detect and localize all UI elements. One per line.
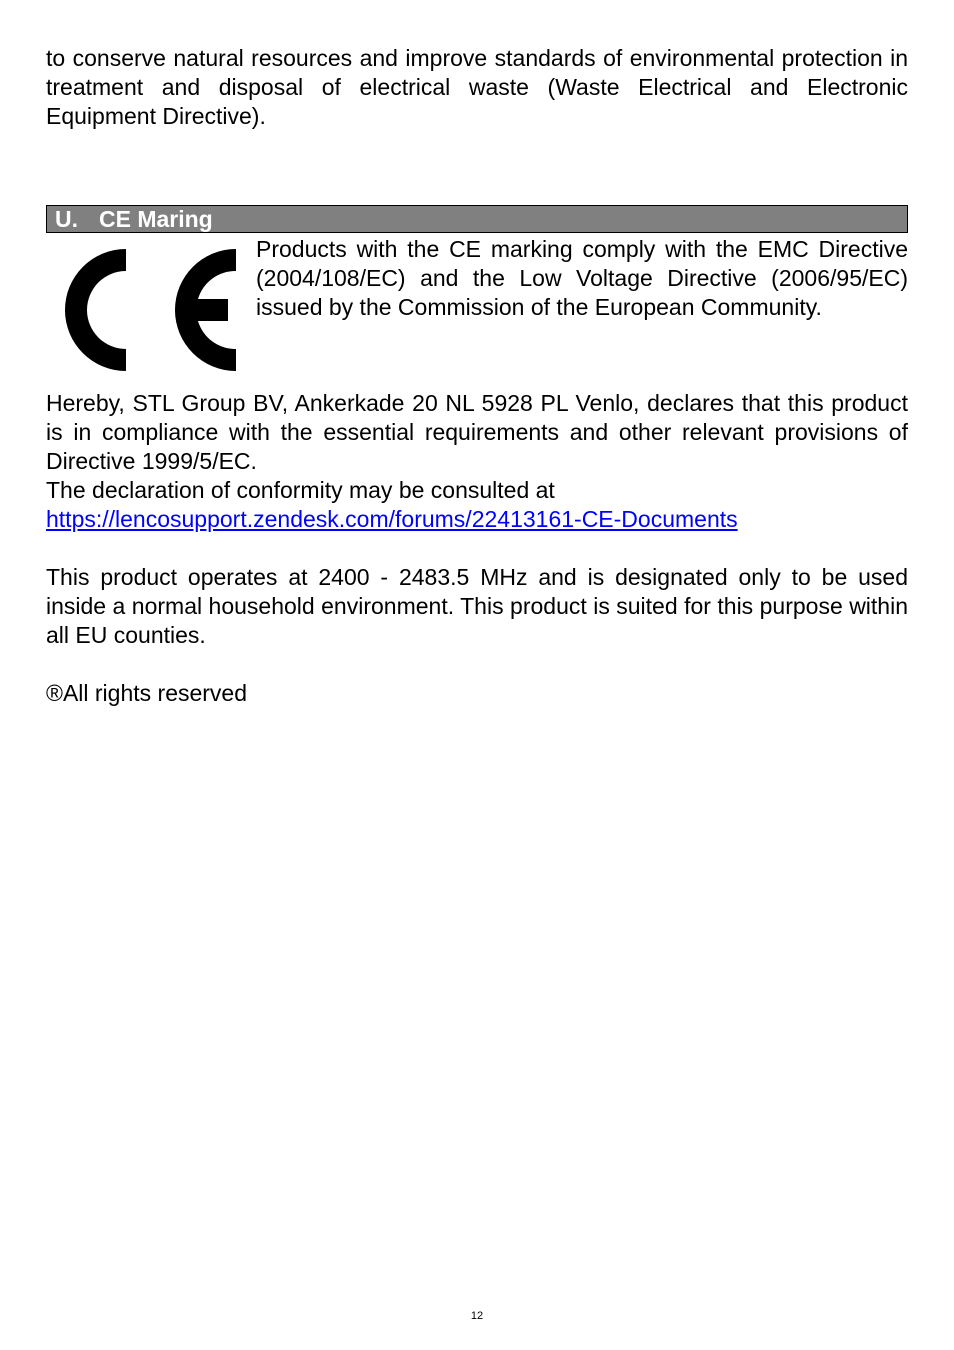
ce-paragraph: Products with the CE marking comply with the EMC Directive (2004/108/EC) and the Low Voltage Directive (2006/95/EC) issued by the Commission of the European Community. — [256, 236, 908, 320]
spacer — [46, 534, 908, 563]
section-title: CE Maring — [99, 205, 213, 232]
rights-reserved: ®All rights reserved — [46, 680, 248, 706]
declaration-paragraph: Hereby, STL Group BV, Ankerkade 20 NL 5928 PL Venlo, declares that this product is in compliance with the essential requirements and other relevant provisions of Directive 1999/5/EC. — [46, 390, 908, 474]
spacer — [46, 650, 908, 679]
intro-paragraph: to conserve natural resources and improve standards of environmental protection in treatment and disposal of electrical waste (Waste Electrical and Electronic Equipment Directive). — [46, 45, 908, 129]
ce-mark-icon — [56, 245, 252, 375]
consult-line: The declaration of conformity may be consulted at — [46, 477, 555, 503]
document-page — [46, 44, 908, 708]
spacer — [46, 131, 908, 205]
frequency-paragraph: This product operates at 2400 - 2483.5 MHz and is designated only to be used inside a normal household environment. This product is suited for this purpose within all EU counties. — [46, 564, 908, 648]
section-letter: U. — [55, 205, 78, 232]
page-number: 12 — [470, 1310, 484, 1322]
ce-row — [46, 235, 908, 375]
ce-documents-link[interactable]: https://lencosupport.zendesk.com/forums/22413161-CE-Documents — [46, 506, 738, 532]
section-header-ce-marking — [46, 205, 908, 233]
